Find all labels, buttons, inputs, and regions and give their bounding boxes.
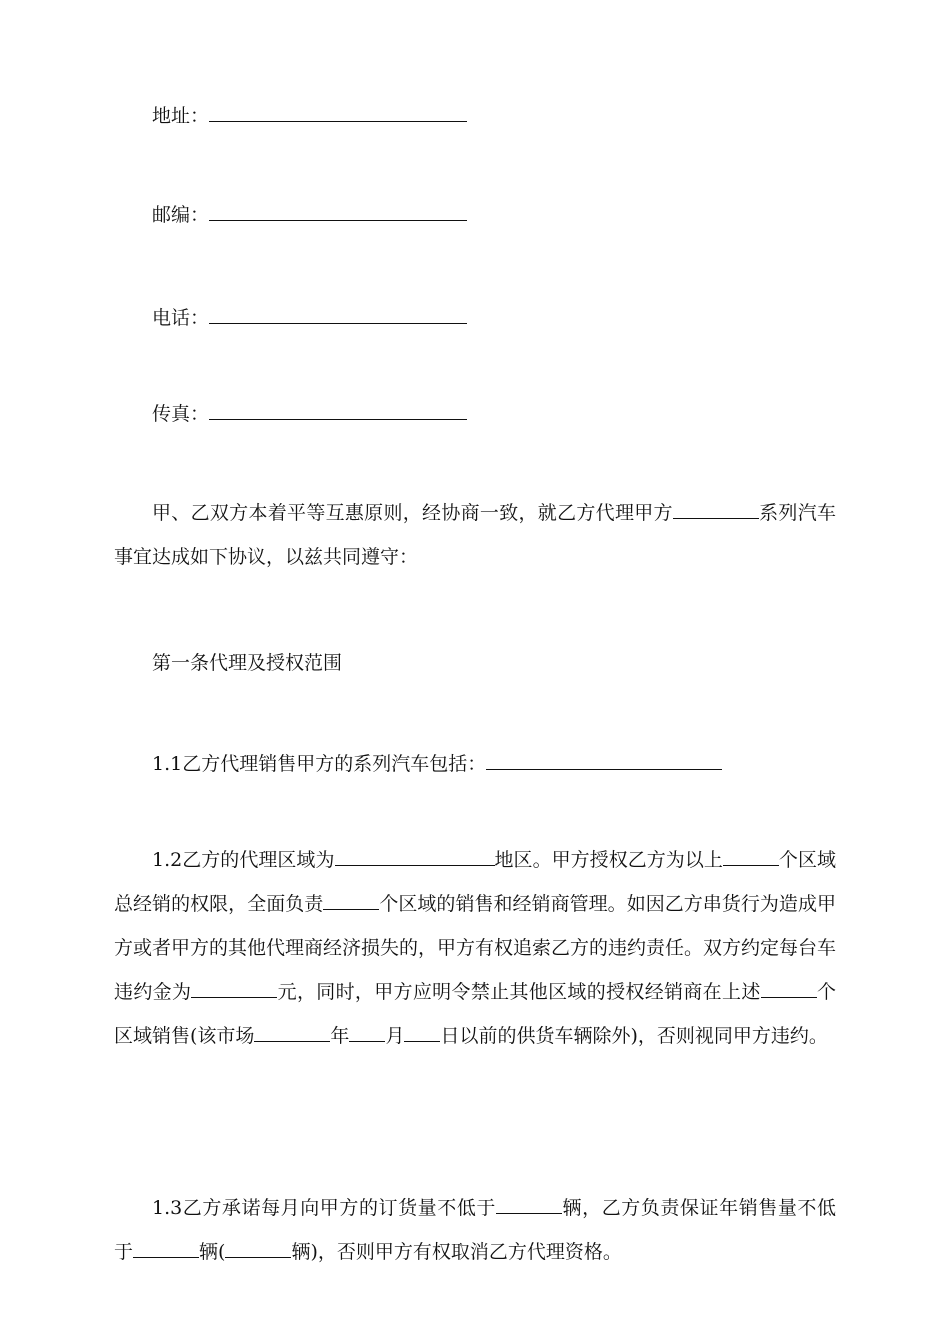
car-series-blank[interactable] bbox=[673, 500, 759, 519]
article-1-title-text: 第一条代理及授权范围 bbox=[152, 652, 343, 674]
clause-1-1 bbox=[114, 751, 836, 776]
article-1-title bbox=[114, 651, 836, 675]
clause-1-2-text-year: 年 bbox=[330, 1025, 350, 1047]
managed-region-count-blank[interactable] bbox=[323, 891, 379, 910]
postcode-field bbox=[114, 202, 836, 227]
intro-paragraph bbox=[114, 491, 836, 579]
fax-blank[interactable] bbox=[209, 401, 467, 420]
clause-1-3-text-a: 1.3乙方承诺每月向甲方的订货量不低于 bbox=[152, 1197, 496, 1219]
phone-field bbox=[114, 305, 836, 330]
annual-sales-words-blank[interactable] bbox=[225, 1239, 291, 1258]
address-field bbox=[114, 103, 836, 128]
day-blank[interactable] bbox=[404, 1023, 440, 1042]
clause-1-3-text-c: 辆( bbox=[199, 1241, 226, 1263]
clause-1-2-text-a: 1.2乙方的代理区域为 bbox=[152, 849, 335, 871]
clause-1-2-text-b: 地区。甲方授权乙方为以上 bbox=[494, 849, 723, 871]
address-blank[interactable] bbox=[209, 103, 467, 122]
car-models-blank[interactable] bbox=[486, 751, 722, 770]
address-label: 地址： bbox=[152, 105, 210, 127]
clause-1-2-text-d: 个区域的销售和经销商管理。如因乙方串货行为造成甲方或者甲方的其他代理商经济损失的，甲方有权追索乙方的违约责任。双方约定每台车违约金为 bbox=[114, 893, 837, 1003]
intro-text-b: 系列汽车事宜达成如下协议，以兹共同遵守： bbox=[114, 502, 836, 568]
phone-blank[interactable] bbox=[209, 305, 467, 324]
intro-text-a: 甲、乙双方本着平等互惠原则，经协商一致，就乙方代理甲方 bbox=[152, 502, 673, 524]
year-blank[interactable] bbox=[254, 1023, 330, 1042]
clause-1-2 bbox=[114, 838, 836, 1058]
phone-label: 电话： bbox=[152, 307, 210, 329]
region-count-blank[interactable] bbox=[723, 847, 779, 866]
annual-sales-blank[interactable] bbox=[133, 1239, 199, 1258]
monthly-order-blank[interactable] bbox=[496, 1195, 562, 1214]
clause-1-3 bbox=[114, 1186, 836, 1274]
postcode-label: 邮编： bbox=[152, 204, 210, 226]
clause-1-2-text-c: 个区域总经销的权限，全面负责 bbox=[114, 849, 836, 915]
penalty-amount-blank[interactable] bbox=[191, 979, 277, 998]
clause-1-3-text-d: 辆)，否则甲方有权取消乙方代理资格。 bbox=[291, 1241, 622, 1263]
fax-field bbox=[114, 401, 836, 426]
clause-1-3-text-b: 辆，乙方负责保证年销售量不低于 bbox=[114, 1197, 836, 1263]
clause-1-2-text-i: 日以前的供货车辆除外)，否则视同甲方违约。 bbox=[440, 1025, 828, 1047]
clause-1-2-text-f: 个区域销售(该市场 bbox=[114, 981, 836, 1047]
agency-region-blank[interactable] bbox=[335, 847, 495, 866]
postcode-blank[interactable] bbox=[209, 202, 467, 221]
fax-label: 传真： bbox=[152, 403, 210, 425]
restricted-region-count-blank[interactable] bbox=[761, 979, 817, 998]
clause-1-1-text: 1.1乙方代理销售甲方的系列汽车包括： bbox=[152, 753, 487, 775]
month-blank[interactable] bbox=[349, 1023, 385, 1042]
clause-1-2-text-month: 月 bbox=[385, 1025, 405, 1047]
clause-1-2-text-e: 元，同时，甲方应明令禁止其他区域的授权经销商在上述 bbox=[277, 981, 761, 1003]
